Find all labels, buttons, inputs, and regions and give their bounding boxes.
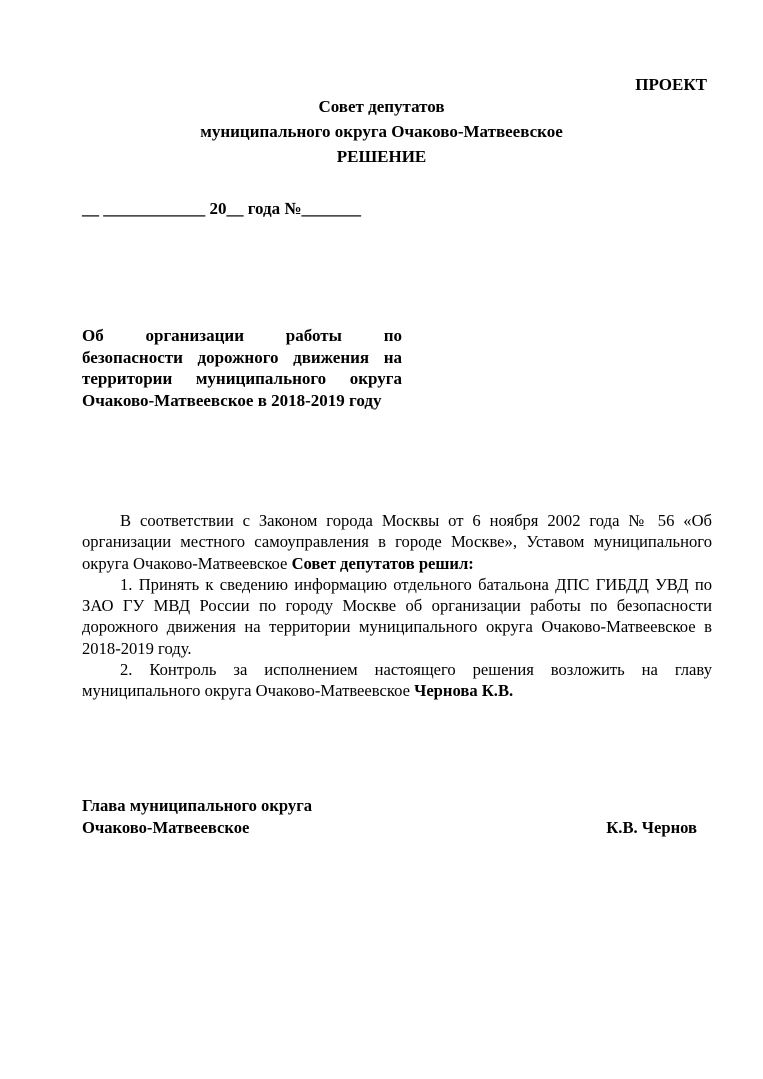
subject-line: Об организации работы по [82, 326, 402, 345]
date-number-line: __ ____________ 20__ года №_______ [82, 199, 361, 218]
preamble-resolution: Совет депутатов решил: [291, 553, 474, 573]
draft-stamp: ПРОЕКТ [635, 75, 707, 94]
item-2-text: 2. Контроль за исполнением настоящего решения возложить на главу муниципального округа Очаково-Матвеевское [82, 660, 712, 701]
decision-subject [82, 325, 402, 411]
issuer-district: муниципального округа Очаково-Матвеевское [200, 122, 563, 141]
document-type: РЕШЕНИЕ [336, 147, 427, 166]
preamble-paragraph [82, 510, 712, 574]
item-2-responsible: Чернова К.В. [414, 681, 514, 701]
signature-title-line: Очаково-Матвеевское [82, 818, 250, 837]
preamble-text: В соответствии с Законом города Москвы от 6 ноября 2002 года № 56 «Об организации местного самоуправления в городе Москве», Уставом муниципального округа Очаково-Матвеевское [82, 511, 712, 573]
signature-title-line: Глава муниципального округа [82, 796, 313, 815]
decision-body [82, 510, 712, 702]
item-1-paragraph: 1. Принять к сведению информацию отдельного батальона ДПС ГИБДД УВД по ЗАО ГУ МВД России по городу Москве об организации работы по безопасности дорожного движения на территории муниципального округа Очаково-Матвеевское в 2018-2019 году. [82, 574, 712, 658]
issuer-title: Совет депутатов [318, 97, 445, 116]
signature-title [82, 795, 312, 839]
signature-name: К.В. Чернов [606, 818, 697, 837]
subject-line: Очаково-Матвеевское в 2018-2019 году [82, 390, 382, 410]
subject-line: безопасности дорожного движения на [82, 347, 402, 367]
item-2-paragraph [82, 659, 712, 702]
subject-line: территории муниципального округа [82, 369, 402, 388]
